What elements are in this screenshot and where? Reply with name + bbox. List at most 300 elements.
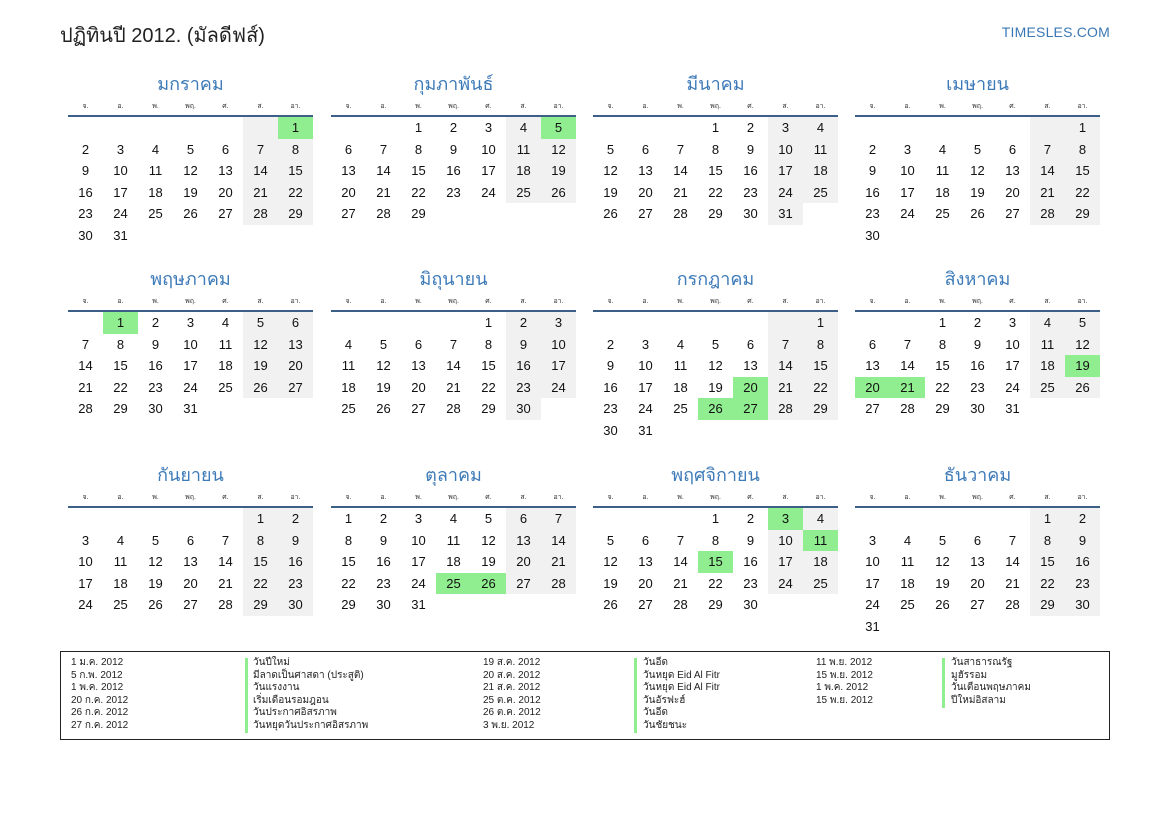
- day-cell: 9: [1065, 530, 1100, 552]
- weekday-label: อา.: [553, 102, 564, 110]
- weekday-label: จ.: [869, 102, 876, 110]
- day-cell: 8: [1065, 139, 1100, 161]
- day-cell: 30: [1065, 594, 1100, 616]
- day-cell: 9: [868, 163, 877, 179]
- day-cell: 17: [638, 379, 653, 395]
- legend-col3-dates: [816, 657, 873, 707]
- day-cell: 19: [376, 379, 391, 395]
- day-cell: 10: [638, 358, 653, 374]
- day-cell: 29: [113, 401, 128, 417]
- day-cell: 29: [411, 206, 426, 222]
- day-cell: 6: [641, 532, 650, 548]
- weekday-label: พ.: [939, 297, 946, 305]
- weekday-label: ศ.: [485, 297, 492, 305]
- empty-cell: [628, 312, 663, 334]
- day-cell: 2: [746, 120, 755, 135]
- weekday-label: พ.: [677, 493, 684, 501]
- day-cell: 16: [376, 554, 391, 570]
- day-cell: 22: [243, 573, 278, 595]
- holiday-legend: [60, 651, 1110, 740]
- day-cell: 16: [603, 379, 618, 395]
- day-cell: 27: [218, 206, 233, 222]
- day-cell: 25: [673, 401, 688, 417]
- day-cell: 16: [865, 184, 880, 200]
- weekday-label: พ.: [152, 102, 159, 110]
- day-cell: 4: [449, 511, 458, 526]
- day-cell: 17: [865, 575, 880, 591]
- empty-cell: [663, 312, 698, 334]
- day-cell: 30: [148, 401, 163, 417]
- day-cell: 27: [638, 597, 653, 613]
- day-cell: 9: [973, 336, 982, 352]
- day-cell: 5: [1065, 312, 1100, 334]
- day-cell: 21: [218, 575, 233, 591]
- day-cell: 4: [221, 315, 230, 330]
- day-cell: 13: [970, 554, 985, 570]
- day-cell: 25: [148, 206, 163, 222]
- weekday-header: [68, 293, 313, 309]
- day-cell: 26: [970, 206, 985, 222]
- day-cell: 27: [1005, 206, 1020, 222]
- day-cell: 24: [541, 377, 576, 399]
- weekday-label: อ.: [117, 102, 124, 110]
- day-cell: 6: [506, 508, 541, 530]
- weekday-label: ศ.: [747, 493, 754, 501]
- day-cell: 3: [116, 141, 125, 157]
- weekday-label: อา.: [815, 297, 826, 305]
- month-block: [68, 463, 313, 616]
- day-cell: 21: [768, 377, 803, 399]
- weekday-label: จ.: [345, 102, 352, 110]
- day-cell: 13: [638, 554, 653, 570]
- day-cell: 14: [900, 358, 915, 374]
- legend-holiday-name: วันหยุด Eid Al Fitr: [643, 682, 720, 693]
- weekday-label: จ.: [82, 297, 89, 305]
- day-cell: 2: [379, 511, 388, 526]
- empty-cell: [890, 117, 925, 139]
- day-cell: 28: [243, 203, 278, 225]
- day-cell: 19: [970, 184, 985, 200]
- day-cell: 18: [148, 184, 163, 200]
- weekday-label: ส.: [520, 102, 527, 110]
- day-cell: 4: [903, 532, 912, 548]
- day-cell: 8: [1030, 530, 1065, 552]
- day-cell: 16: [78, 184, 93, 200]
- day-cell: 25: [803, 182, 838, 204]
- legend-date: 1 พ.ค. 2012: [816, 682, 869, 693]
- legend-holiday-name: วันอัรฟะฮ์: [643, 694, 686, 706]
- legend-holiday-name: วันเตือนพฤษภาคม: [951, 682, 1031, 693]
- empty-cell: [628, 117, 663, 139]
- day-cell: 20: [1005, 184, 1020, 200]
- weekday-label: ส.: [257, 493, 264, 501]
- weekday-label: ส.: [257, 297, 264, 305]
- day-grid: [593, 312, 838, 442]
- legend-col1-dates: [71, 657, 128, 732]
- weekday-label: ส.: [520, 493, 527, 501]
- day-cell: 1: [1030, 508, 1065, 530]
- day-cell: 25: [113, 597, 128, 613]
- empty-cell: [593, 312, 628, 334]
- day-cell: 12: [970, 163, 985, 179]
- day-cell: 23: [603, 401, 618, 417]
- holiday-day-cell: 26: [698, 398, 733, 420]
- day-cell: 3: [641, 336, 650, 352]
- legend-date: 1 ม.ค. 2012: [71, 657, 124, 668]
- day-cell: 16: [1065, 551, 1100, 573]
- weekday-label: ศ.: [1009, 297, 1016, 305]
- day-cell: 18: [803, 160, 838, 182]
- day-cell: 4: [676, 336, 685, 352]
- legend-date: 19 ส.ค. 2012: [483, 657, 541, 668]
- holiday-day-cell: 19: [1065, 355, 1100, 377]
- day-cell: 23: [278, 573, 313, 595]
- weekday-label: พ.: [152, 493, 159, 501]
- empty-cell: [768, 312, 803, 334]
- day-cell: 2: [868, 141, 877, 157]
- day-cell: 9: [81, 163, 90, 179]
- weekday-label: ศ.: [1009, 102, 1016, 110]
- empty-cell: [401, 312, 436, 334]
- day-cell: 29: [708, 206, 723, 222]
- month-name: สิงหาคม: [944, 269, 1011, 289]
- day-cell: 2: [81, 141, 90, 157]
- weekday-label: ศ.: [747, 102, 754, 110]
- day-cell: 5: [973, 141, 982, 157]
- day-cell: 14: [78, 358, 93, 374]
- day-cell: 1: [484, 315, 493, 330]
- day-cell: 11: [148, 163, 163, 179]
- day-cell: 25: [803, 573, 838, 595]
- day-cell: 9: [151, 336, 160, 352]
- month-block: [331, 72, 576, 225]
- weekday-label: ส.: [257, 102, 264, 110]
- day-cell: 12: [243, 334, 278, 356]
- day-cell: 15: [411, 163, 426, 179]
- weekday-label: ศ.: [222, 297, 229, 305]
- empty-cell: [925, 117, 960, 139]
- weekday-label: พฤ.: [710, 102, 721, 110]
- day-cell: 21: [541, 551, 576, 573]
- day-cell: 21: [78, 379, 93, 395]
- holiday-day-cell: 25: [436, 573, 471, 595]
- holiday-day-cell: 20: [855, 377, 890, 399]
- weekday-label: อา.: [290, 493, 301, 501]
- weekday-label: ส.: [782, 493, 789, 501]
- day-cell: 1: [243, 508, 278, 530]
- day-cell: 24: [768, 573, 803, 595]
- day-cell: 19: [481, 554, 496, 570]
- day-cell: 9: [449, 141, 458, 157]
- legend-holiday-name: วันชัยชนะ: [643, 719, 688, 731]
- day-cell: 10: [768, 530, 803, 552]
- holiday-day-cell: 3: [768, 508, 803, 530]
- day-cell: 6: [1008, 141, 1017, 157]
- day-cell: 1: [938, 315, 947, 330]
- day-cell: 2: [1065, 508, 1100, 530]
- day-cell: 24: [481, 184, 496, 200]
- legend-holiday-name: วันอีด: [643, 707, 668, 718]
- day-cell: 19: [603, 184, 618, 200]
- weekday-label: พ.: [415, 297, 422, 305]
- day-cell: 17: [1005, 358, 1020, 374]
- legend-holiday-name: ปีใหม่อิสลาม: [951, 694, 1006, 706]
- empty-cell: [173, 508, 208, 530]
- day-cell: 11: [900, 554, 915, 570]
- weekday-label: พฤ.: [972, 102, 983, 110]
- day-cell: 23: [78, 206, 93, 222]
- day-cell: 20: [638, 575, 653, 591]
- day-cell: 10: [113, 163, 128, 179]
- empty-cell: [960, 117, 995, 139]
- day-cell: 10: [1005, 336, 1020, 352]
- day-cell: 30: [743, 206, 758, 222]
- day-cell: 28: [446, 401, 461, 417]
- day-cell: 19: [603, 575, 618, 591]
- empty-cell: [995, 117, 1030, 139]
- day-cell: 19: [935, 575, 950, 591]
- day-cell: 24: [411, 575, 426, 591]
- day-cell: 17: [411, 554, 426, 570]
- day-cell: 8: [278, 139, 313, 161]
- month-block: [68, 72, 313, 247]
- day-cell: 2: [606, 336, 615, 352]
- weekday-label: พ.: [415, 102, 422, 110]
- legend-holiday-name: วันหยุด Eid Al Fitr: [643, 669, 720, 681]
- weekday-label: อา.: [553, 297, 564, 305]
- day-cell: 1: [344, 511, 353, 526]
- day-cell: 8: [344, 532, 353, 548]
- day-cell: 28: [768, 398, 803, 420]
- day-cell: 26: [183, 206, 198, 222]
- weekday-label: อา.: [290, 102, 301, 110]
- day-cell: 31: [865, 618, 880, 634]
- day-cell: 24: [865, 597, 880, 613]
- month-block: [331, 463, 576, 616]
- day-cell: 20: [218, 184, 233, 200]
- day-cell: 19: [148, 575, 163, 591]
- legend-col1-names: [253, 657, 368, 732]
- weekday-label: พฤ.: [448, 297, 459, 305]
- day-cell: 16: [743, 163, 758, 179]
- legend-holiday-name: วันหยุดวันประกาศอิสรภาพ: [253, 719, 369, 731]
- legend-holiday-name: มูฮัรรอม: [951, 669, 988, 681]
- day-cell: 13: [1005, 163, 1020, 179]
- day-cell: 29: [1065, 203, 1100, 225]
- day-cell: 17: [481, 163, 496, 179]
- weekday-label: จ.: [345, 297, 352, 305]
- day-cell: 22: [708, 184, 723, 200]
- empty-cell: [331, 312, 366, 334]
- weekday-label: พฤ.: [185, 102, 196, 110]
- empty-cell: [628, 508, 663, 530]
- day-cell: 19: [243, 355, 278, 377]
- day-cell: 2: [506, 312, 541, 334]
- day-cell: 21: [243, 182, 278, 204]
- day-cell: 12: [376, 358, 391, 374]
- weekday-label: พฤ.: [972, 493, 983, 501]
- weekday-label: ส.: [520, 297, 527, 305]
- legend-date: 20 ก.ค. 2012: [71, 694, 129, 706]
- day-cell: 30: [376, 597, 391, 613]
- day-cell: 14: [673, 163, 688, 179]
- day-cell: 10: [183, 336, 198, 352]
- day-cell: 29: [803, 398, 838, 420]
- day-cell: 7: [676, 141, 685, 157]
- day-cell: 18: [803, 551, 838, 573]
- day-cell: 23: [376, 575, 391, 591]
- weekday-label: ศ.: [1009, 493, 1016, 501]
- day-cell: 24: [183, 379, 198, 395]
- day-cell: 29: [481, 401, 496, 417]
- holiday-day-cell: 27: [733, 398, 768, 420]
- day-cell: 13: [411, 358, 426, 374]
- weekday-label: จ.: [607, 493, 614, 501]
- day-cell: 24: [1005, 379, 1020, 395]
- day-cell: 10: [865, 554, 880, 570]
- day-cell: 14: [768, 355, 803, 377]
- day-cell: 15: [243, 551, 278, 573]
- month-name: เมษายน: [946, 74, 1009, 94]
- holiday-day-cell: 1: [103, 312, 138, 334]
- legend-date: 21 ส.ค. 2012: [483, 682, 541, 693]
- day-cell: 21: [1030, 182, 1065, 204]
- day-cell: 28: [376, 206, 391, 222]
- day-cell: 16: [278, 551, 313, 573]
- weekday-label: จ.: [82, 102, 89, 110]
- day-cell: 7: [1030, 139, 1065, 161]
- day-cell: 6: [641, 141, 650, 157]
- weekday-header: [593, 98, 838, 114]
- weekday-label: อ.: [380, 102, 387, 110]
- weekday-label: พ.: [415, 493, 422, 501]
- day-cell: 29: [935, 401, 950, 417]
- day-cell: 26: [603, 206, 618, 222]
- day-cell: 22: [278, 182, 313, 204]
- day-cell: 22: [411, 184, 426, 200]
- day-cell: 9: [606, 358, 615, 374]
- day-cell: 22: [708, 575, 723, 591]
- day-cell: 3: [81, 532, 90, 548]
- month-block: [593, 267, 838, 442]
- day-cell: 31: [113, 227, 128, 243]
- day-cell: 26: [603, 597, 618, 613]
- day-cell: 17: [113, 184, 128, 200]
- day-cell: 30: [278, 594, 313, 616]
- weekday-label: จ.: [869, 297, 876, 305]
- day-cell: 11: [506, 139, 541, 161]
- day-cell: 28: [1005, 597, 1020, 613]
- day-cell: 4: [1030, 312, 1065, 334]
- day-cell: 23: [743, 575, 758, 591]
- day-cell: 8: [938, 336, 947, 352]
- weekday-header: [855, 489, 1100, 505]
- empty-cell: [593, 117, 628, 139]
- empty-cell: [103, 117, 138, 139]
- weekday-label: อ.: [904, 493, 911, 501]
- day-cell: 25: [218, 379, 233, 395]
- day-cell: 12: [603, 554, 618, 570]
- day-cell: 15: [708, 163, 723, 179]
- day-cell: 4: [151, 141, 160, 157]
- weekday-label: ศ.: [222, 102, 229, 110]
- weekday-label: อ.: [904, 297, 911, 305]
- day-cell: 27: [638, 206, 653, 222]
- day-cell: 11: [803, 139, 838, 161]
- day-cell: 11: [218, 336, 233, 352]
- day-cell: 4: [938, 141, 947, 157]
- day-cell: 3: [1008, 315, 1017, 330]
- day-cell: 10: [411, 532, 426, 548]
- day-cell: 13: [278, 334, 313, 356]
- day-cell: 5: [243, 312, 278, 334]
- weekday-header: [331, 489, 576, 505]
- empty-cell: [68, 312, 103, 334]
- month-name: มีนาคม: [686, 74, 745, 94]
- day-cell: 26: [935, 597, 950, 613]
- weekday-label: พ.: [939, 102, 946, 110]
- empty-cell: [698, 312, 733, 334]
- day-cell: 12: [541, 139, 576, 161]
- day-cell: 6: [868, 336, 877, 352]
- empty-cell: [855, 508, 890, 530]
- weekday-label: อ.: [904, 102, 911, 110]
- weekday-label: จ.: [82, 493, 89, 501]
- day-cell: 10: [481, 141, 496, 157]
- site-brand-link[interactable]: TIMESLES.COM: [1001, 24, 1110, 40]
- weekday-label: พฤ.: [710, 297, 721, 305]
- weekday-label: อา.: [1077, 297, 1088, 305]
- empty-cell: [68, 117, 103, 139]
- day-cell: 1: [803, 312, 838, 334]
- day-cell: 16: [148, 358, 163, 374]
- day-cell: 15: [803, 355, 838, 377]
- empty-cell: [1030, 117, 1065, 139]
- day-cell: 29: [278, 203, 313, 225]
- day-cell: 25: [341, 401, 356, 417]
- day-cell: 9: [379, 532, 388, 548]
- day-cell: 28: [78, 401, 93, 417]
- day-cell: 13: [341, 163, 356, 179]
- day-grid: [855, 117, 1100, 247]
- day-cell: 29: [708, 597, 723, 613]
- month-name: พฤษภาคม: [150, 269, 231, 289]
- legend-date: 20 ส.ค. 2012: [483, 669, 541, 681]
- weekday-label: จ.: [869, 493, 876, 501]
- weekday-label: พฤ.: [448, 102, 459, 110]
- day-cell: 8: [711, 532, 720, 548]
- day-cell: 20: [341, 184, 356, 200]
- legend-date: 26 ก.ค. 2012: [71, 707, 129, 718]
- month-name: พฤศจิกายน: [671, 465, 760, 485]
- weekday-label: พ.: [939, 493, 946, 501]
- day-cell: 8: [803, 334, 838, 356]
- day-cell: 12: [183, 163, 198, 179]
- day-cell: 8: [414, 141, 423, 157]
- day-cell: 25: [1030, 377, 1065, 399]
- day-cell: 4: [506, 117, 541, 139]
- day-grid: [593, 508, 838, 616]
- day-cell: 22: [481, 379, 496, 395]
- day-cell: 23: [446, 184, 461, 200]
- weekday-label: พ.: [677, 297, 684, 305]
- day-cell: 18: [673, 379, 688, 395]
- weekday-label: พฤ.: [185, 297, 196, 305]
- day-cell: 4: [803, 117, 838, 139]
- day-cell: 30: [506, 398, 541, 420]
- day-cell: 3: [768, 117, 803, 139]
- day-cell: 25: [935, 206, 950, 222]
